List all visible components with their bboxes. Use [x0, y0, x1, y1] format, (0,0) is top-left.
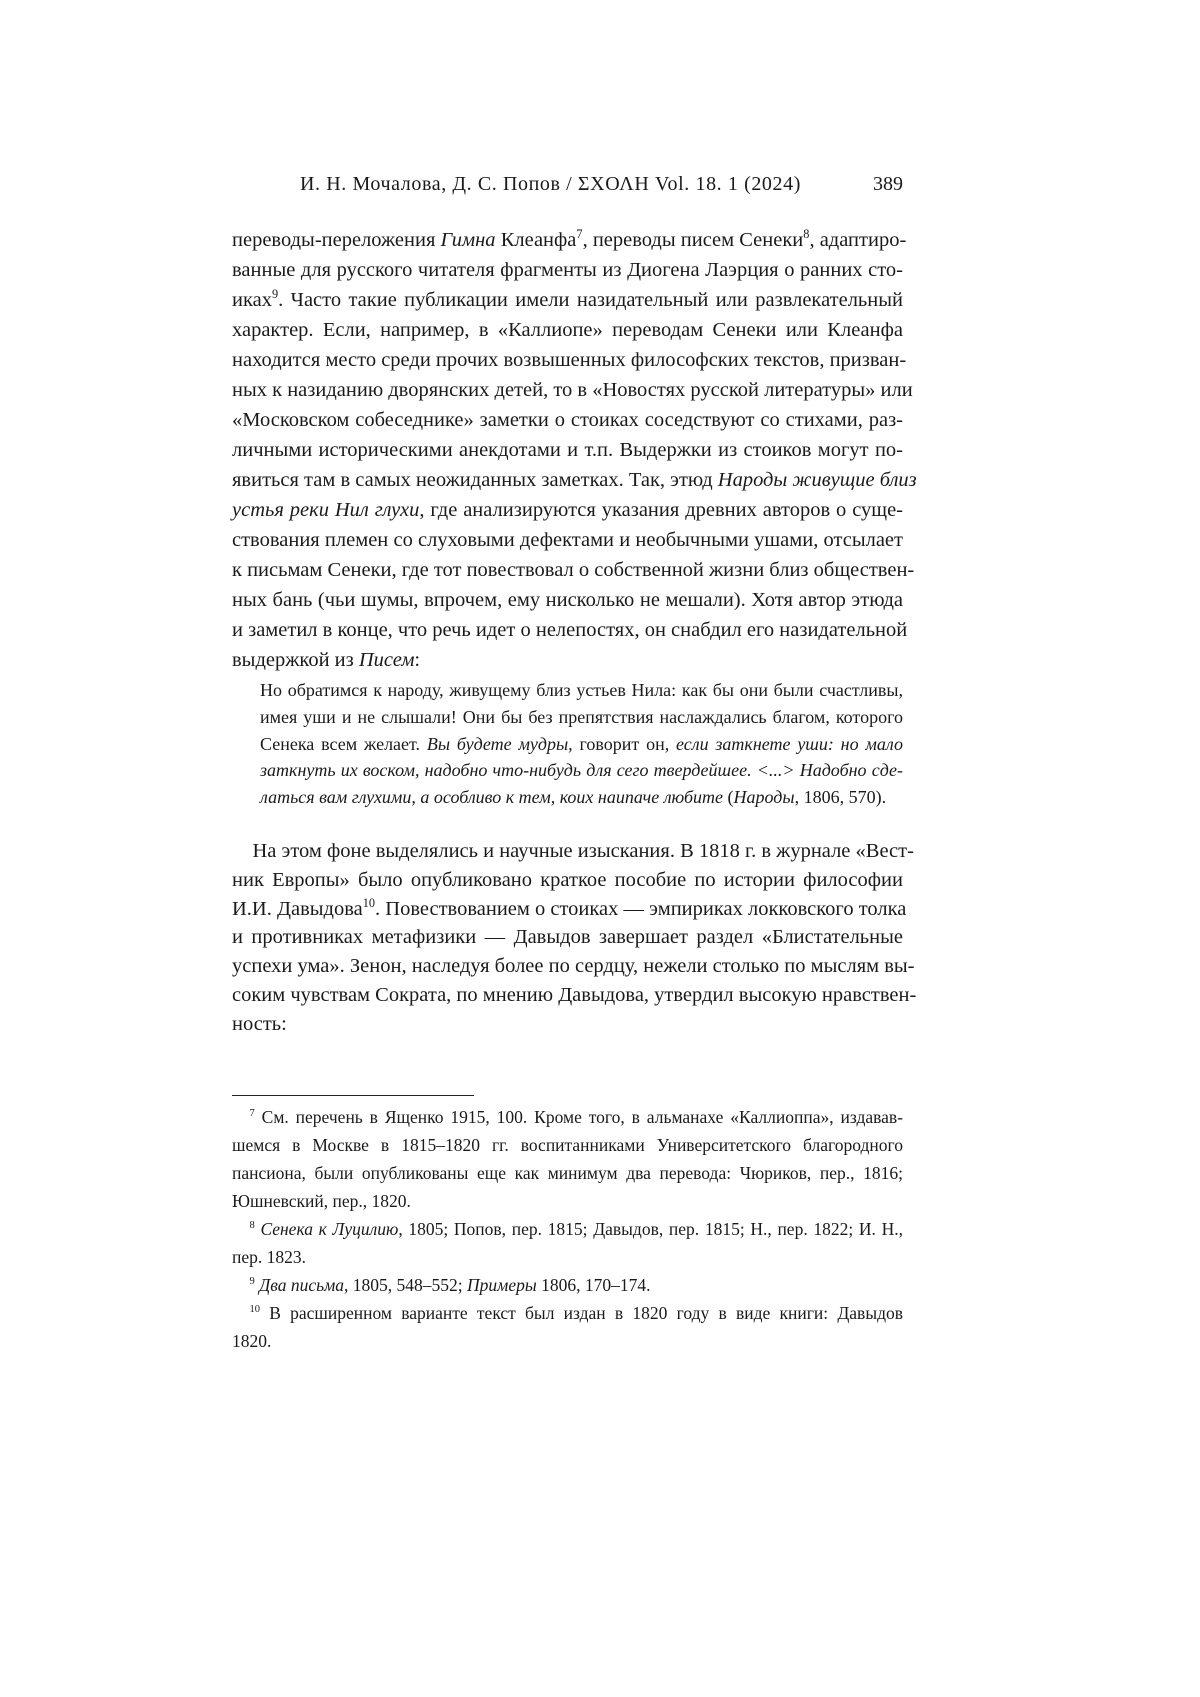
text-line: [260, 677, 903, 704]
text-line: [232, 1299, 903, 1327]
italic-text: Вы будете мудры,: [427, 734, 573, 754]
italic-text: Писем: [359, 649, 415, 671]
running-header: [300, 173, 903, 203]
text-line: [232, 895, 903, 924]
text-line: [232, 1243, 903, 1271]
text: (: [723, 787, 734, 807]
text-line: [232, 1010, 903, 1039]
text-line: [232, 615, 903, 645]
text: и заметил в конце, что речь идет о нелепостях, он снабдил его назидательной: [232, 619, 907, 641]
text-line: [232, 345, 903, 375]
text-line: [232, 1271, 903, 1299]
footnote-ref: 10: [363, 896, 375, 910]
footnote-ref: 7: [576, 227, 582, 241]
italic-text: Примеры: [467, 1275, 537, 1295]
text: и противниках метафизики — Давыдов завершает раздел «Блистательные: [232, 926, 903, 948]
body-paragraph-2: [232, 837, 903, 1039]
text-line: [232, 225, 903, 255]
text-line: [232, 315, 903, 345]
text: ствования племен со слуховыми дефектами и необычными ушами, отсылает: [232, 529, 903, 551]
text: , переводы писем Сенеки: [583, 229, 804, 251]
text: успехи ума». Зенон, наследуя более по сердцу, нежели столько по мыслям вы-: [232, 955, 915, 977]
text: пансиона, были опубликованы еще как минимум два перевода: Чюриков, пер., 1816;: [232, 1163, 903, 1183]
italic-text: Гимна: [441, 229, 496, 251]
text-line: [232, 837, 903, 866]
footnote-ref: 9: [250, 1276, 255, 1287]
footnote-ref: 7: [250, 1108, 255, 1119]
text: переводы-переложения: [232, 229, 441, 251]
text: , 1805; Попов, пер. 1815; Давыдов, пер. 1815; Н., пер. 1822; И. Н.,: [398, 1219, 903, 1239]
text: На этом фоне выделялись и научные изыскания. В 1818 г. в журнале «Вест-: [232, 840, 914, 862]
text-line: [232, 525, 903, 555]
text-line: [232, 465, 903, 495]
text-line: [232, 952, 903, 981]
text: ник Европы» было опубликовано краткое пособие по истории философии: [232, 869, 903, 891]
text: , адаптиро-: [809, 229, 906, 251]
text: Сенека всем желает.: [260, 734, 427, 754]
italic-text: Народы: [734, 787, 795, 807]
text: ных к назиданию дворянских детей, то в «Новостях русской литературы» или: [232, 379, 913, 401]
text: И.И. Давыдова: [232, 898, 363, 920]
text: . Часто такие публикации имели назидательный или развлекательный: [278, 289, 903, 311]
text-line: [232, 645, 903, 675]
text-line: [232, 923, 903, 952]
text-line: [260, 784, 903, 811]
body-paragraph-1: [232, 225, 903, 675]
text: Юшневский, пер., 1820.: [232, 1191, 411, 1211]
text-line: [232, 1215, 903, 1243]
italic-text: латься вам глухими, а особливо к тем, коих наипаче любите: [260, 787, 723, 807]
text-line: [232, 981, 903, 1010]
text: :: [414, 649, 420, 671]
text: ванные для русского читателя фрагменты из Диогена Лаэрция о ранних сто-: [232, 259, 903, 281]
italic-text: если заткнете уши: но мало: [676, 734, 903, 754]
footnote-separator: [232, 1095, 474, 1096]
text: , где анализируются указания древних авторов о суще-: [419, 499, 903, 521]
text-line: [260, 731, 903, 758]
text: , 1806, 570).: [795, 787, 887, 807]
text: личными историческими анекдотами и т.п. Выдержки из стоиков могут по-: [232, 439, 903, 461]
footnote-ref: 9: [272, 287, 278, 301]
text: , 1805, 548–552;: [344, 1275, 467, 1295]
text: говорит он,: [573, 734, 676, 754]
text: [232, 1219, 250, 1239]
text-line: [232, 1131, 903, 1159]
text-line: [232, 1327, 903, 1355]
footnote-ref: 8: [250, 1220, 255, 1231]
footnote-ref: 10: [250, 1304, 261, 1315]
text-line: [232, 435, 903, 465]
text-line: [232, 405, 903, 435]
text: шемся в Москве в 1815–1820 гг. воспитанниками Университетского благородного: [232, 1135, 903, 1155]
text-line: [232, 255, 903, 285]
italic-text: Народы живущие близ: [718, 469, 917, 491]
text-line: [232, 495, 903, 525]
text: выдержкой из: [232, 649, 359, 671]
text: См. перечень в Ященко 1915, 100. Кроме того, в альманахе «Каллиоппа», издавав-: [255, 1107, 903, 1127]
text-line: [232, 866, 903, 895]
text: . Повествованием о стоиках — эмпириках локковского толка: [375, 898, 906, 920]
text-line: [232, 375, 903, 405]
text: [232, 1303, 250, 1323]
text: Клеанфа: [496, 229, 577, 251]
text: Но обратимся к народу, живущему близ устьев Нила: как бы они были счастливы,: [260, 680, 903, 700]
text-line: [232, 585, 903, 615]
header-title: И. Н. Мочалова, Д. С. Попов / ΣΧΟΛΗ Vol. 18. 1 (2024): [300, 173, 801, 196]
italic-text: заткнуть их воском, надобно что-нибудь для сего твердейшее. <...> Надобно сде-: [260, 760, 903, 780]
text: [232, 1275, 250, 1295]
text: имея уши и не слышали! Они бы без препятствия наслаждались благом, которого: [260, 707, 903, 727]
text-line: [260, 704, 903, 731]
italic-text: Два письма: [259, 1275, 344, 1295]
text: находится место среди прочих возвышенных философских текстов, призван-: [232, 349, 906, 371]
text: соким чувствам Сократа, по мнению Давыдова, утвердил высокую нравствен-: [232, 984, 916, 1006]
text: к письмам Сенеки, где тот повествовал о собственной жизни близ обществен-: [232, 559, 914, 581]
text-line: [232, 1159, 903, 1187]
text: характер. Если, например, в «Каллиопе» переводам Сенеки или Клеанфа: [232, 319, 903, 341]
text: ность:: [232, 1013, 287, 1035]
text: 1806, 170–174.: [537, 1275, 651, 1295]
page-number: 389: [873, 173, 903, 196]
footnote-ref: 8: [803, 227, 809, 241]
block-quote: [260, 677, 903, 811]
text: 1820.: [232, 1331, 271, 1351]
text: В расширенном варианте текст был издан в 1820 году в виде книги: Давыдов: [260, 1303, 903, 1323]
text: пер. 1823.: [232, 1247, 306, 1267]
italic-text: устья реки Нил глухи: [232, 499, 419, 521]
italic-text: Сенека к Луцилию: [260, 1219, 398, 1239]
text: [232, 1107, 250, 1127]
text-line: [260, 757, 903, 784]
footnotes: [232, 1103, 903, 1355]
text: явиться там в самых неожиданных заметках. Так, этюд: [232, 469, 718, 491]
text: «Московском собеседнике» заметки о стоиках соседствуют со стихами, раз-: [232, 409, 903, 431]
text-line: [232, 1103, 903, 1131]
text-line: [232, 555, 903, 585]
text-line: [232, 285, 903, 315]
text-line: [232, 1187, 903, 1215]
text: ных бань (чьи шумы, впрочем, ему нисколько не мешали). Хотя автор этюда: [232, 589, 903, 611]
text: иках: [232, 289, 272, 311]
